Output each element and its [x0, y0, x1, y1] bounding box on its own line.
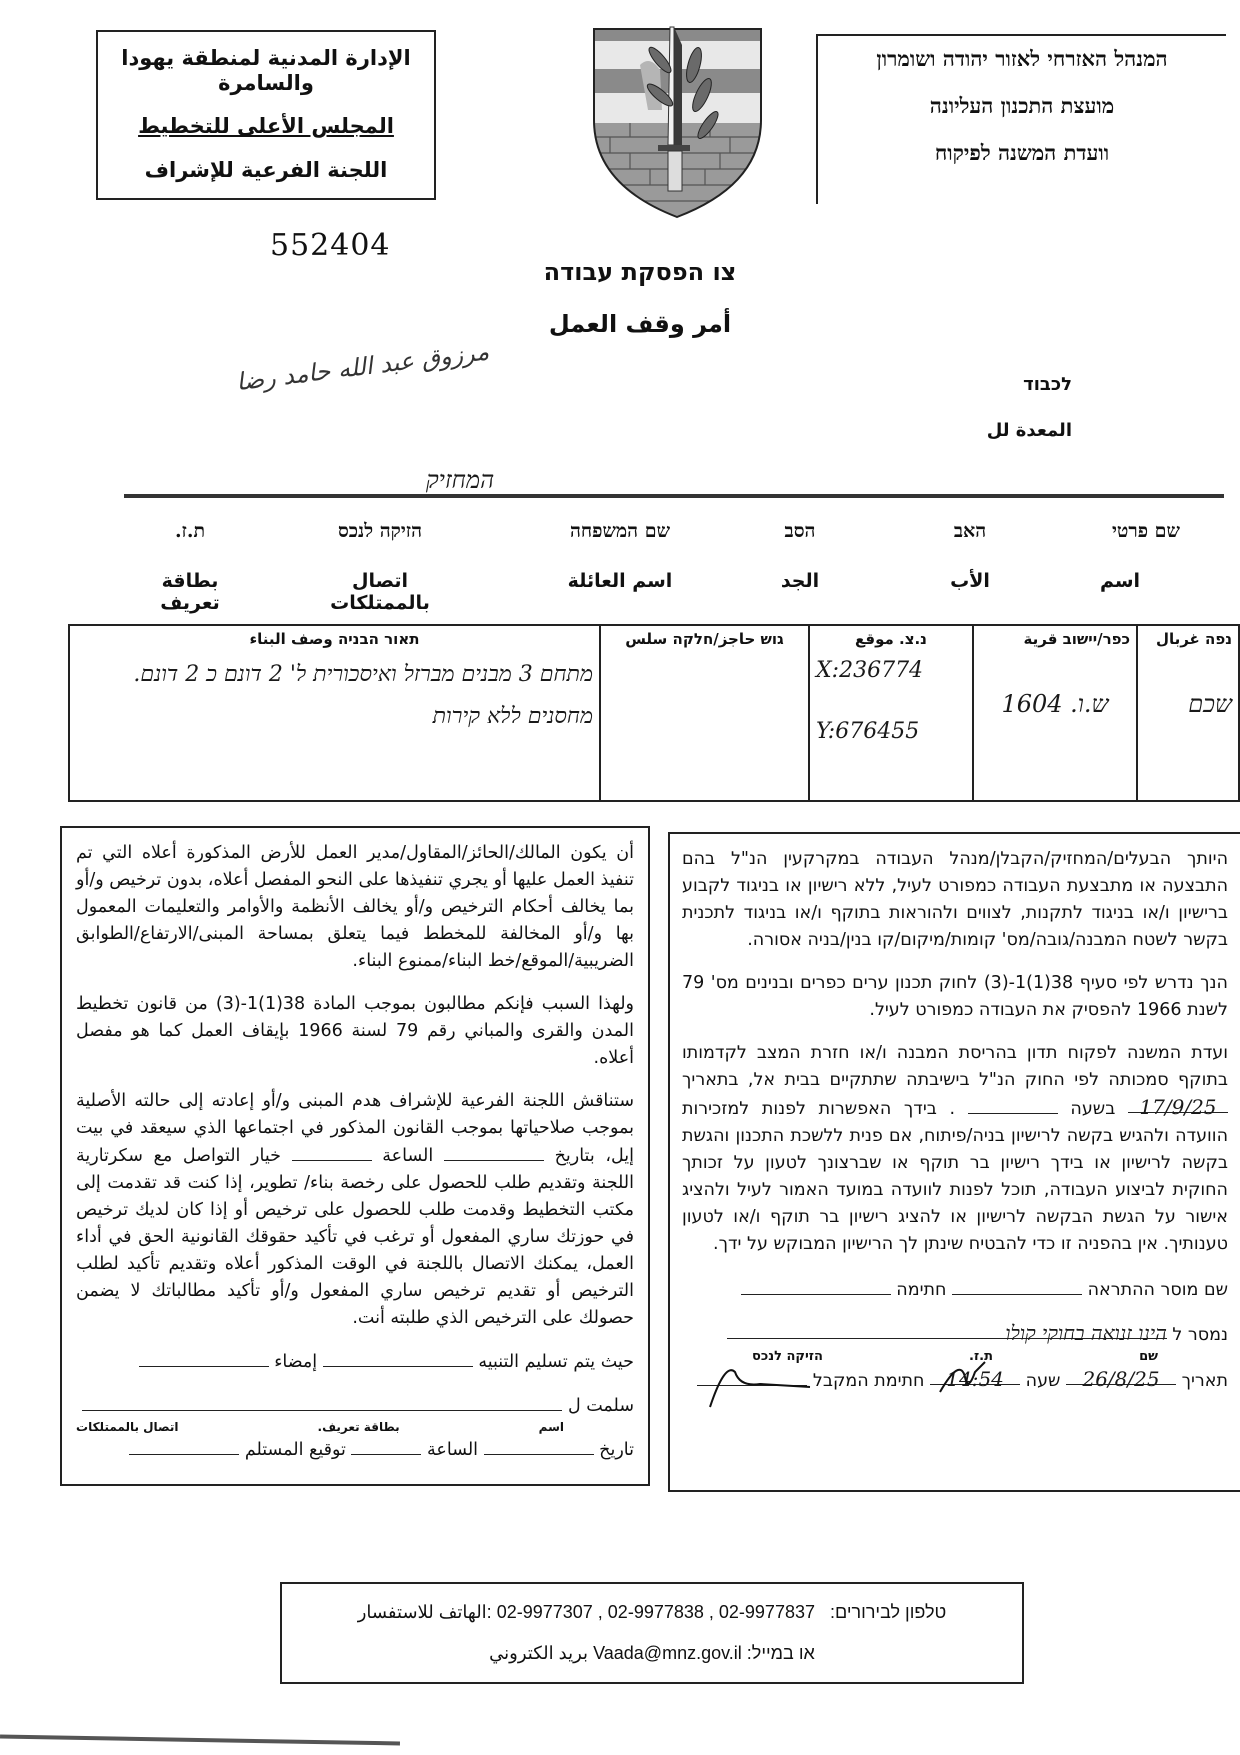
arabic-admin-line-2: المجلس الأعلى للتخطيط — [138, 114, 394, 139]
hebrew-hour-label-2: שעה — [1025, 1371, 1061, 1391]
arabic-para-3a: ستناقش اللجنة الفرعية للإشراف هدم المبنى و/أو إعادته إلى حالته الأصلية بموجب صلاحياتها بموجب القانون المذكور في اجتماعها الذي سيعقد في بيت إيل، بتاريخ — [76, 1091, 634, 1166]
hebrew-issuer-row — [682, 1276, 1228, 1304]
arabic-para-3 — [76, 1088, 634, 1332]
addressee-divider — [124, 494, 1224, 498]
hebrew-hearing-hour-field[interactable] — [968, 1095, 1058, 1114]
hebrew-admin-line-2: מועצת התכנון העליונה — [929, 93, 1115, 119]
hebrew-hour-field[interactable]: 14:54 — [930, 1366, 1020, 1385]
arabic-delivery-field[interactable] — [323, 1348, 473, 1367]
field-father: האב — [953, 520, 987, 542]
hebrew-para-3 — [682, 1040, 1228, 1258]
field-relation-to-property: הזיקה לנכס — [337, 520, 423, 542]
cell-description — [69, 625, 600, 801]
field-grandfather: הסב — [784, 520, 816, 542]
field-id-number-ar: بطاقة تعريف — [160, 570, 220, 614]
arabic-delivered-to-label: سلمت ل — [567, 1396, 634, 1416]
arabic-sub-labels — [76, 1420, 634, 1434]
arabic-recipient-signature-field[interactable] — [129, 1436, 239, 1455]
arabic-sub-relation: اتصال بالممتلكات — [76, 1420, 179, 1434]
value-coord-x: X:236774 — [816, 658, 924, 683]
hebrew-signature-label: חתימה — [896, 1280, 947, 1300]
arabic-date-row — [76, 1436, 634, 1464]
field-family-name-ar: اسم العائلة — [567, 570, 673, 592]
phone-numbers: 02-9977307 , 02-9977838 , 02-9977837 — [496, 1602, 815, 1622]
serial-number: 552404 — [270, 228, 391, 263]
arabic-para-2: ولهذا السبب فإنكم مطالبون بموجب المادة 38(1)1-(3) من قانون تخطيط المدن والقرى والمباني رقم 79 لسنة 1966 بإيقاف العمل كما هو مفصل أعلاه. — [76, 994, 635, 1068]
emblem-icon — [590, 25, 765, 220]
hebrew-delivered-to-label: נמסר ל — [1172, 1325, 1228, 1345]
hebrew-sub-id: ת.ז. — [969, 1349, 993, 1364]
header-coordinates: נ.צ. موقع — [855, 630, 927, 648]
arabic-para-3b: خيار التواصل مع سكرتارية اللجنة وتقديم طلب للحصول على رخصة بناء/ تطوير، إذا كنت قد تقدمت إلى مكتب التخطيط وقدمت طلب للحصول على ترخيص أو إذا كان لديك ترخيص في حوزتك ساري المفعول أو ترغب في تأكيد حقوقك القانونية الحق في أداء العمل، يمكنك الاتصال باللجنة في الوقت المذكور أعلاه وتقديم تأكيد لطلب الترخيص أو تقديم ترخيص ساري المفعول و/أو تأكيد مطالباتك لا يضمن حصولك على الترخيص الذي طلبته أنت. — [76, 1146, 634, 1328]
header-district: נפה غربال — [1155, 630, 1232, 648]
email-label-ar: بريد الكتروني — [489, 1643, 589, 1663]
arabic-hour-label-2: الساعة — [427, 1440, 479, 1460]
hebrew-issuer-field[interactable] — [952, 1276, 1082, 1295]
title-arabic: أمر وقف العمل — [548, 310, 732, 338]
issuer-signature-icon — [700, 1352, 820, 1412]
arabic-admin-line-3: اللجنة الفرعية للإشراف — [144, 157, 388, 182]
phone-label-he: טלפון לבירורים: — [830, 1602, 947, 1622]
arabic-para-1: أن يكون المالك/الحائز/المقاول/مدير العمل للأرض المذكورة أعلاه التي تم تنفيذ العمل عليها أو يجري تنفيذها على النحو المفصل أعلاه، بدون ترخيص و/أو بما يخالف أحكام الترخيص و/أو يخالف الأنظمة والأوامر والتعليمات المعمول بها و/أو المخالفة للمخطط فيما يتعلق بمساحة المبنى/الارتفاع/الطوابق الضريبية/الموقع/خط البناء/ممنوع البناء. — [76, 843, 634, 971]
hebrew-recipient-signature-label: חתימת המקבל — [812, 1371, 925, 1391]
contact-box — [280, 1582, 1024, 1684]
scan-edge-shadow — [0, 1735, 400, 1746]
header-village: כפר/יישוב قرية — [1023, 630, 1130, 648]
arabic-recipient-signature-label: توقيع المستلم — [244, 1440, 346, 1460]
email-row — [282, 1643, 1022, 1664]
field-relation-to-property-ar: اتصال بالممتلكات — [330, 570, 430, 614]
hebrew-para-1: היותך הבעלים/המחזיק/הקבלן/מנהל העבודה במקרקעין הנ"ל בהם התבצעה או מתבצעת העבודה כמפורט לעיל, ללא רישיון או בניגוד לקבוע ברישיון ו/או בניגוד לתקנות, לצווים ולהוראות בתוקף ו/או בניגוד לתכנית בקשר לשטח המבנה/גובה/מס' קומות/מיקום/קו בנין/בניה אסורה. — [682, 849, 1228, 950]
cell-coordinates — [809, 625, 973, 801]
hebrew-sub-relation: הזיקה לנכס — [752, 1349, 823, 1364]
hebrew-date-label: תאריך — [1181, 1371, 1228, 1391]
field-first-name: שם פרטי — [1111, 520, 1180, 542]
hebrew-sub-name: שם — [1139, 1349, 1158, 1364]
arabic-sub-name: اسم — [538, 1420, 564, 1434]
to-label: לכבוד — [1023, 374, 1072, 395]
arabic-admin-line-1: الإدارة المدنية لمنطقة يهودا والسامرة — [121, 46, 411, 96]
hebrew-hour-label: בשעה — [1070, 1099, 1116, 1119]
hebrew-para-2: הנך נדרש לפי סעיף 38(1)1-(3) לחוק תכנון ערים כפרים ובנינים מס' 79 לשנת 1966 להפסיק את העבודה כמפורט לעיל. — [682, 973, 1228, 1020]
hebrew-admin-line-1: המנהל האזרחי לאזור יהודה ושומרון — [876, 46, 1168, 71]
handwritten-recipient-name: مرزوق عبد الله حامد رضا — [234, 337, 491, 397]
hebrew-issuer-label: שם מוסר ההתראה — [1087, 1280, 1228, 1300]
hebrew-delivered-to-field[interactable]: הינו זנואה בחוקי קולו — [727, 1320, 1167, 1339]
email-label-he: או במייל: — [746, 1643, 815, 1663]
handwritten-role: המחזיק — [425, 466, 495, 494]
header-description: תאור הבניה وصف البناء — [249, 630, 420, 648]
hebrew-signature-field[interactable] — [741, 1276, 891, 1295]
arabic-hour-label: الساعة — [382, 1146, 434, 1166]
arabic-delivered-to-row — [76, 1392, 634, 1420]
field-family-name: שם המשפחה — [569, 520, 671, 542]
arabic-date-field[interactable] — [484, 1436, 594, 1455]
field-id-number: ת.ז. — [174, 520, 206, 542]
arabic-hearing-date-field[interactable] — [444, 1142, 544, 1161]
cell-block-parcel — [600, 625, 809, 801]
hebrew-admin-line-3: וועדת המשנה לפיקוח — [934, 140, 1110, 166]
hebrew-hearing-date-field[interactable]: 17/9/25 — [1128, 1094, 1228, 1113]
arabic-sub-id: بطاقة تعريف. — [317, 1420, 400, 1434]
hebrew-para-3b: . בידך האפשרות לפנות למזכירות הוועדה ולהגיש בקשה לרישיון בניה/פיתוח, אם פנית ללשכת התכנון והגשת בקשה לרישיון או בידך רישיון בר תוקף או שברצונך לטעון על זכותך החוקית לביצוע העבודה, תוכל לפנות לוועדה במועד האמור לעיל ולהציג אישור על הגשת הבקשה לרישיון או להציג רישיון בר תוקף ו/או לטעון טענותיך. אין בהפניה זו כדי להבטיח שינתן לך הרישיון המבוקש על ידך. — [682, 1099, 1228, 1254]
value-description: מתחם 3 מבנים מברזל ואיסכורית ל' 2 דונם כ 2 דונם. מחסנים ללא קירות — [133, 662, 593, 729]
signature-scribble-icon — [930, 1352, 1000, 1402]
cell-district — [1137, 625, 1239, 801]
title-hebrew: צו הפסקת עבודה — [543, 258, 737, 286]
hebrew-para-3a: ועדת המשנה לפקוח תדון בהריסת המבנה ו/או חזרת המצב לקדמותו בתוקף סמכותה לפי החוק הנ"ל בישיבתה שתתקיים בבית אל, בתאריך — [682, 1043, 1228, 1090]
to-label-arabic: المعدة لل — [986, 420, 1072, 441]
value-district: שכם — [1188, 690, 1232, 718]
email-link[interactable]: Vaada@mnz.gov.il — [593, 1643, 742, 1663]
hebrew-delivered-to-row — [682, 1320, 1228, 1349]
phone-row — [282, 1602, 1022, 1623]
arabic-signature-field[interactable] — [139, 1348, 269, 1367]
phone-label-ar: :الهاتف للاستفسار — [357, 1602, 492, 1622]
property-table — [68, 624, 1240, 802]
value-village: ש.ו. 1604 — [1001, 690, 1109, 718]
arabic-admin-header — [96, 30, 436, 200]
arabic-signature-label: إمضاء — [274, 1352, 318, 1372]
cell-village — [973, 625, 1137, 801]
header-block-parcel: גוש حاجز/חלקה سلس — [625, 630, 784, 648]
field-grandfather-ar: الجد — [780, 570, 820, 592]
arabic-hearing-hour-field[interactable] — [292, 1142, 372, 1161]
arabic-delivery-row — [76, 1348, 634, 1376]
hebrew-admin-header — [816, 34, 1226, 204]
arabic-hour-field[interactable] — [351, 1436, 421, 1455]
field-father-ar: الأب — [950, 570, 990, 592]
value-coord-y: Y:676455 — [816, 719, 920, 744]
arabic-delivery-label: حيث يتم تسليم التنبيه — [478, 1352, 634, 1372]
hebrew-date-field[interactable]: 26/8/25 — [1066, 1366, 1176, 1385]
arabic-date-label: تاريخ — [599, 1440, 634, 1460]
field-first-name-ar: اسم — [1099, 570, 1141, 592]
arabic-notice — [60, 826, 650, 1486]
arabic-delivered-to-field[interactable] — [82, 1392, 562, 1411]
